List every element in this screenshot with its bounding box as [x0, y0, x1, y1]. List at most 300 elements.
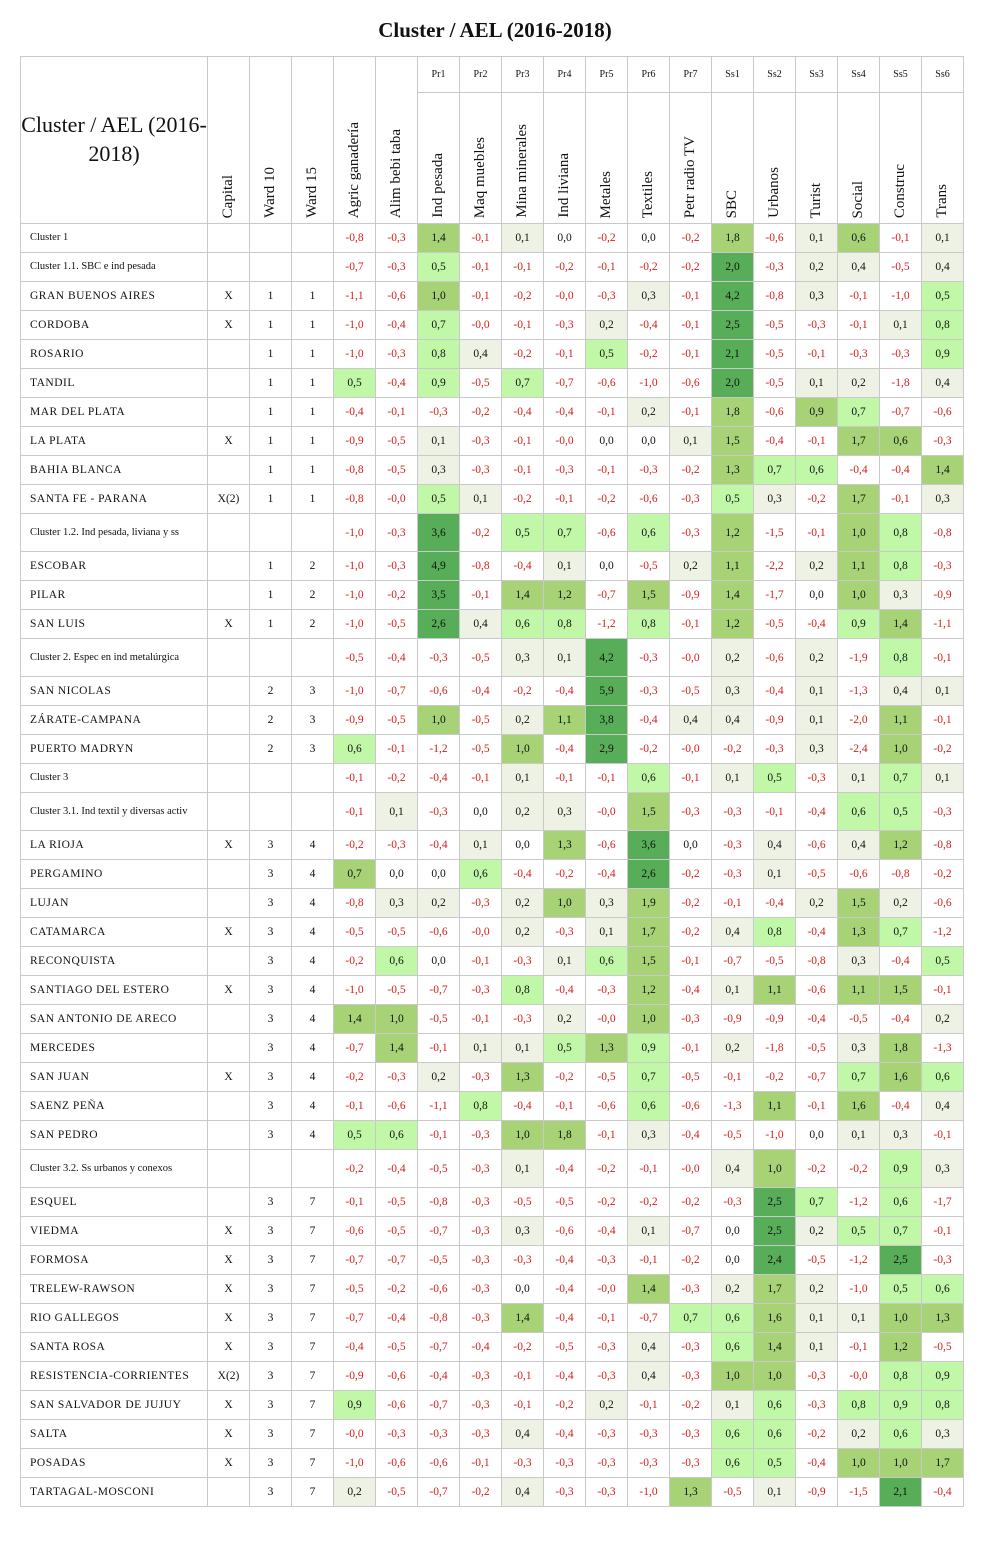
value-cell: -0,3 [460, 456, 502, 485]
value-cell: -0,3 [376, 1063, 418, 1092]
col-header-ward10: Ward 10 [250, 57, 292, 224]
value-cell: -0,4 [544, 976, 586, 1005]
value-cell: -0,6 [376, 1362, 418, 1391]
ward15-cell: 7 [292, 1478, 334, 1507]
table-row [21, 311, 964, 340]
value-cell: 0,0 [712, 1217, 754, 1246]
value-cell: 0,1 [502, 224, 544, 253]
value-cell: -1,0 [754, 1121, 796, 1150]
value-cell: 0,1 [796, 706, 838, 735]
value-cell: -0,5 [418, 1246, 460, 1275]
value-cell: -0,5 [880, 253, 922, 282]
ward15-cell: 1 [292, 427, 334, 456]
value-cell: 0,1 [628, 1217, 670, 1246]
value-cell: -0,3 [502, 1449, 544, 1478]
capital-cell: X [208, 1333, 250, 1362]
value-cell: -0,6 [376, 1391, 418, 1420]
value-cell: -0,1 [670, 610, 712, 639]
value-cell: 0,0 [586, 427, 628, 456]
value-cell: -0,3 [544, 918, 586, 947]
capital-cell: X [208, 282, 250, 311]
capital-cell [208, 706, 250, 735]
value-cell: -0,3 [754, 735, 796, 764]
row-label: TARTAGAL-MOSCONI [21, 1478, 208, 1507]
value-cell: 0,4 [628, 1362, 670, 1391]
value-cell: -0,9 [796, 1478, 838, 1507]
value-cell: -0,4 [376, 639, 418, 677]
value-cell: 2,4 [754, 1246, 796, 1275]
value-cell: -0,6 [586, 369, 628, 398]
value-cell: 0,3 [586, 889, 628, 918]
row-label: Cluster 1.1. SBC e ind pesada [21, 253, 208, 282]
value-cell: -0,6 [334, 1217, 376, 1246]
value-cell: -0,0 [670, 639, 712, 677]
capital-cell: X [208, 918, 250, 947]
value-cell: -0,4 [628, 311, 670, 340]
ward15-cell: 2 [292, 610, 334, 639]
row-label: RIO GALLEGOS [21, 1304, 208, 1333]
value-cell: -0,3 [460, 1150, 502, 1188]
value-cell: 1,4 [502, 581, 544, 610]
value-cell: -0,3 [922, 552, 964, 581]
value-cell: 0,9 [880, 1391, 922, 1420]
table-row [21, 552, 964, 581]
value-cell: 0,1 [544, 552, 586, 581]
value-cell: 1,4 [922, 456, 964, 485]
row-label: SAENZ PEÑA [21, 1092, 208, 1121]
ward15-cell: 1 [292, 485, 334, 514]
value-cell: -0,2 [922, 860, 964, 889]
value-cell: -0,4 [544, 1362, 586, 1391]
value-cell: -0,4 [586, 1217, 628, 1246]
value-cell: 0,6 [754, 1420, 796, 1449]
value-cell: -0,2 [586, 1150, 628, 1188]
value-cell: -0,1 [922, 639, 964, 677]
value-cell: -0,8 [922, 514, 964, 552]
capital-cell: X [208, 1449, 250, 1478]
capital-cell [208, 1005, 250, 1034]
value-cell: 2,0 [712, 253, 754, 282]
value-cell: 0,1 [796, 224, 838, 253]
value-cell: 0,0 [544, 224, 586, 253]
col-code-pr2: Pr2 [460, 57, 502, 93]
value-cell: -0,2 [670, 253, 712, 282]
ward15-cell: 4 [292, 1121, 334, 1150]
value-cell: 0,6 [334, 735, 376, 764]
value-cell: -0,3 [418, 639, 460, 677]
value-cell: -1,0 [334, 581, 376, 610]
cluster-row [21, 764, 964, 793]
value-cell: -0,3 [460, 1420, 502, 1449]
value-cell: -0,1 [460, 1449, 502, 1478]
value-cell: -0,5 [418, 1150, 460, 1188]
value-cell: 0,0 [502, 1275, 544, 1304]
value-cell: -0,0 [334, 1420, 376, 1449]
value-cell: 0,7 [880, 1217, 922, 1246]
col-header-agric: Agric ganadería [334, 57, 376, 224]
value-cell: -0,1 [880, 485, 922, 514]
value-cell: -0,3 [544, 311, 586, 340]
ward10-cell: 3 [250, 1063, 292, 1092]
value-cell: -0,1 [796, 427, 838, 456]
ward10-cell: 2 [250, 735, 292, 764]
value-cell: 0,5 [712, 485, 754, 514]
value-cell: 0,9 [796, 398, 838, 427]
value-cell: -0,2 [586, 485, 628, 514]
value-cell: -0,4 [544, 1304, 586, 1333]
value-cell: 0,1 [502, 764, 544, 793]
value-cell: -0,2 [670, 1188, 712, 1217]
col-code-pr4: Pr4 [544, 57, 586, 93]
value-cell: 0,1 [922, 224, 964, 253]
table-row [21, 398, 964, 427]
value-cell: 0,2 [796, 639, 838, 677]
value-cell: 4,2 [586, 639, 628, 677]
capital-cell [208, 1478, 250, 1507]
value-cell: -0,3 [376, 514, 418, 552]
table-row [21, 1188, 964, 1217]
value-cell: -0,7 [376, 1246, 418, 1275]
value-cell: -0,5 [754, 947, 796, 976]
value-cell: 0,1 [796, 1333, 838, 1362]
value-cell: 0,3 [418, 456, 460, 485]
value-cell: -1,5 [838, 1478, 880, 1507]
value-cell: 0,2 [880, 889, 922, 918]
value-cell: 0,5 [880, 793, 922, 831]
value-cell: 0,1 [922, 764, 964, 793]
value-cell: -0,3 [880, 340, 922, 369]
row-label: ROSARIO [21, 340, 208, 369]
value-cell: -0,8 [418, 1304, 460, 1333]
ward10-cell: 3 [250, 1420, 292, 1449]
value-cell: -0,4 [544, 735, 586, 764]
table-row [21, 581, 964, 610]
capital-cell [208, 581, 250, 610]
ward15-cell: 7 [292, 1391, 334, 1420]
value-cell: 0,3 [922, 1420, 964, 1449]
ward15-cell: 1 [292, 398, 334, 427]
row-label: SAN NICOLAS [21, 677, 208, 706]
capital-cell [208, 735, 250, 764]
value-cell: -0,1 [838, 311, 880, 340]
value-cell: -0,3 [628, 1449, 670, 1478]
value-cell: -0,8 [418, 1188, 460, 1217]
value-cell: -0,3 [502, 1005, 544, 1034]
value-cell: -0,5 [334, 918, 376, 947]
value-cell: -0,5 [376, 610, 418, 639]
table-row [21, 1005, 964, 1034]
value-cell: 0,4 [922, 253, 964, 282]
value-cell: -1,0 [334, 677, 376, 706]
value-cell: -0,4 [502, 860, 544, 889]
ward15-cell [292, 514, 334, 552]
value-cell: -0,5 [628, 552, 670, 581]
value-cell: -1,2 [586, 610, 628, 639]
ward15-cell: 1 [292, 311, 334, 340]
value-cell: -0,4 [460, 677, 502, 706]
value-cell: -0,2 [460, 1478, 502, 1507]
value-cell: 1,2 [628, 976, 670, 1005]
value-cell: -1,8 [754, 1034, 796, 1063]
capital-cell [208, 369, 250, 398]
value-cell: 1,0 [544, 889, 586, 918]
value-cell: -0,9 [712, 1005, 754, 1034]
row-label: PERGAMINO [21, 860, 208, 889]
value-cell: -0,3 [376, 224, 418, 253]
value-cell: -0,7 [586, 581, 628, 610]
value-cell: 0,3 [628, 1121, 670, 1150]
row-label: ZÁRATE-CAMPANA [21, 706, 208, 735]
value-cell: 0,9 [838, 610, 880, 639]
capital-cell: X [208, 311, 250, 340]
value-cell: -0,3 [586, 1333, 628, 1362]
value-cell: 0,4 [922, 1092, 964, 1121]
value-cell: -0,2 [670, 918, 712, 947]
value-cell: -0,3 [460, 1391, 502, 1420]
value-cell: -0,2 [376, 1275, 418, 1304]
table-row [21, 706, 964, 735]
value-cell: 1,0 [838, 1449, 880, 1478]
col-header-ss1: SBC [712, 93, 754, 224]
value-cell: -0,2 [796, 1150, 838, 1188]
table-row [21, 1478, 964, 1507]
value-cell: -0,3 [586, 282, 628, 311]
value-cell: 0,5 [754, 1449, 796, 1478]
value-cell: -0,4 [796, 610, 838, 639]
table-row [21, 1449, 964, 1478]
value-cell: 0,8 [880, 514, 922, 552]
table-row [21, 1391, 964, 1420]
ward15-cell: 3 [292, 735, 334, 764]
value-cell: 0,0 [796, 581, 838, 610]
table-row [21, 947, 964, 976]
value-cell: -0,5 [670, 677, 712, 706]
value-cell: -0,4 [544, 1150, 586, 1188]
col-code-ss3: Ss3 [796, 57, 838, 93]
value-cell: 0,3 [628, 282, 670, 311]
row-label: RESISTENCIA-CORRIENTES [21, 1362, 208, 1391]
row-label: MERCEDES [21, 1034, 208, 1063]
value-cell: -0,5 [544, 1333, 586, 1362]
value-cell: -1,8 [880, 369, 922, 398]
value-cell: -0,7 [628, 1304, 670, 1333]
ward15-cell: 1 [292, 340, 334, 369]
value-cell: 0,4 [712, 918, 754, 947]
table-row [21, 1304, 964, 1333]
value-cell: -1,1 [334, 282, 376, 311]
row-label: SAN ANTONIO DE ARECO [21, 1005, 208, 1034]
value-cell: 0,1 [880, 311, 922, 340]
ward15-cell: 4 [292, 976, 334, 1005]
value-cell: 0,3 [544, 793, 586, 831]
value-cell: 1,7 [838, 427, 880, 456]
ward10-cell: 1 [250, 340, 292, 369]
value-cell: -0,1 [460, 947, 502, 976]
ward10-cell: 3 [250, 1034, 292, 1063]
table-row [21, 1092, 964, 1121]
value-cell: 0,5 [922, 282, 964, 311]
value-cell: 0,1 [754, 860, 796, 889]
capital-cell: X(2) [208, 1362, 250, 1391]
ward10-cell: 1 [250, 369, 292, 398]
value-cell: -0,5 [712, 1478, 754, 1507]
ward10-cell: 1 [250, 311, 292, 340]
value-cell: -0,1 [670, 1034, 712, 1063]
value-cell: -0,7 [334, 1304, 376, 1333]
value-cell: -0,8 [922, 831, 964, 860]
table-row [21, 677, 964, 706]
value-cell: -0,3 [670, 1275, 712, 1304]
value-cell: -0,3 [712, 1188, 754, 1217]
ward15-cell: 4 [292, 860, 334, 889]
value-cell: -0,1 [376, 735, 418, 764]
value-cell: -0,4 [754, 677, 796, 706]
value-cell: -0,3 [376, 340, 418, 369]
cluster-row [21, 253, 964, 282]
value-cell: -0,9 [334, 1362, 376, 1391]
value-cell: 0,7 [880, 764, 922, 793]
ward15-cell [292, 764, 334, 793]
value-cell: -0,5 [376, 1333, 418, 1362]
value-cell: 1,0 [418, 706, 460, 735]
value-cell: -0,1 [544, 485, 586, 514]
value-cell: 0,6 [712, 1420, 754, 1449]
value-cell: -0,4 [880, 456, 922, 485]
value-cell: -0,6 [838, 860, 880, 889]
row-label: Cluster 1.2. Ind pesada, liviana y ss [21, 514, 208, 552]
value-cell: 0,8 [754, 918, 796, 947]
value-cell: 0,2 [418, 889, 460, 918]
value-cell: 1,0 [838, 514, 880, 552]
value-cell: -0,0 [670, 1150, 712, 1188]
value-cell: -0,2 [628, 735, 670, 764]
value-cell: -0,3 [544, 1449, 586, 1478]
value-cell: -0,2 [334, 1150, 376, 1188]
ward15-cell: 4 [292, 1063, 334, 1092]
value-cell: 1,5 [712, 427, 754, 456]
value-cell: 3,6 [628, 831, 670, 860]
value-cell: 5,9 [586, 677, 628, 706]
row-label: MAR DEL PLATA [21, 398, 208, 427]
value-cell: -0,7 [880, 398, 922, 427]
value-cell: -0,3 [460, 1063, 502, 1092]
value-cell: -0,2 [712, 735, 754, 764]
value-cell: 0,9 [334, 1391, 376, 1420]
value-cell: -2,0 [838, 706, 880, 735]
value-cell: 0,3 [922, 1150, 964, 1188]
value-cell: 0,6 [376, 1121, 418, 1150]
value-cell: -0,2 [586, 224, 628, 253]
value-cell: -0,1 [586, 1121, 628, 1150]
value-cell: 2,6 [628, 860, 670, 889]
value-cell: -0,7 [334, 1246, 376, 1275]
value-cell: -0,3 [586, 976, 628, 1005]
value-cell: -0,3 [460, 1304, 502, 1333]
capital-cell [208, 889, 250, 918]
ward10-cell: 2 [250, 677, 292, 706]
value-cell: -0,6 [922, 398, 964, 427]
capital-cell [208, 1188, 250, 1217]
value-cell: -0,4 [460, 1333, 502, 1362]
value-cell: 1,4 [376, 1034, 418, 1063]
value-cell: -0,1 [922, 1121, 964, 1150]
value-cell: -0,3 [586, 1362, 628, 1391]
row-label: VIEDMA [21, 1217, 208, 1246]
ward10-cell: 3 [250, 918, 292, 947]
value-cell: 2,5 [754, 1188, 796, 1217]
value-cell: 0,3 [376, 889, 418, 918]
value-cell: -0,4 [880, 1005, 922, 1034]
capital-cell: X [208, 1420, 250, 1449]
value-cell: 0,4 [670, 706, 712, 735]
value-cell: -0,4 [418, 831, 460, 860]
value-cell: 0,6 [880, 1420, 922, 1449]
value-cell: -0,1 [460, 282, 502, 311]
value-cell: 0,4 [712, 706, 754, 735]
value-cell: 0,5 [502, 514, 544, 552]
value-cell: 0,5 [418, 253, 460, 282]
value-cell: -0,3 [712, 831, 754, 860]
capital-cell [208, 514, 250, 552]
value-cell: -0,1 [418, 1121, 460, 1150]
value-cell: -0,9 [754, 1005, 796, 1034]
value-cell: 0,8 [628, 610, 670, 639]
value-cell: -0,3 [460, 1362, 502, 1391]
value-cell: 0,3 [796, 735, 838, 764]
value-cell: -0,4 [670, 976, 712, 1005]
table-row [21, 831, 964, 860]
table-row [21, 1362, 964, 1391]
value-cell: 1,6 [754, 1304, 796, 1333]
value-cell: -0,4 [628, 706, 670, 735]
ward10-cell: 2 [250, 706, 292, 735]
ward15-cell: 7 [292, 1420, 334, 1449]
value-cell: -0,4 [796, 1005, 838, 1034]
value-cell: -0,4 [880, 1092, 922, 1121]
value-cell: -0,6 [796, 831, 838, 860]
value-cell: -0,2 [502, 340, 544, 369]
value-cell: -0,1 [670, 282, 712, 311]
value-cell: 0,1 [460, 831, 502, 860]
value-cell: 0,0 [502, 831, 544, 860]
value-cell: 0,2 [502, 793, 544, 831]
value-cell: -0,5 [460, 735, 502, 764]
row-label: POSADAS [21, 1449, 208, 1478]
value-cell: -0,3 [712, 793, 754, 831]
value-cell: 0,3 [796, 282, 838, 311]
value-cell: -1,0 [334, 514, 376, 552]
value-cell: -0,5 [376, 1478, 418, 1507]
value-cell: 3,6 [418, 514, 460, 552]
ward10-cell: 1 [250, 610, 292, 639]
value-cell: 1,4 [418, 224, 460, 253]
value-cell: -0,6 [418, 918, 460, 947]
value-cell: -0,7 [418, 1217, 460, 1246]
value-cell: -0,6 [670, 1092, 712, 1121]
value-cell: -0,2 [502, 1333, 544, 1362]
value-cell: -0,1 [670, 340, 712, 369]
value-cell: 0,7 [628, 1063, 670, 1092]
value-cell: -0,4 [544, 1246, 586, 1275]
cluster-row [21, 639, 964, 677]
cluster-row [21, 793, 964, 831]
value-cell: -0,1 [586, 398, 628, 427]
value-cell: 1,0 [754, 1362, 796, 1391]
value-cell: 0,2 [502, 889, 544, 918]
value-cell: 0,4 [922, 369, 964, 398]
value-cell: 0,6 [376, 947, 418, 976]
value-cell: 0,0 [460, 793, 502, 831]
